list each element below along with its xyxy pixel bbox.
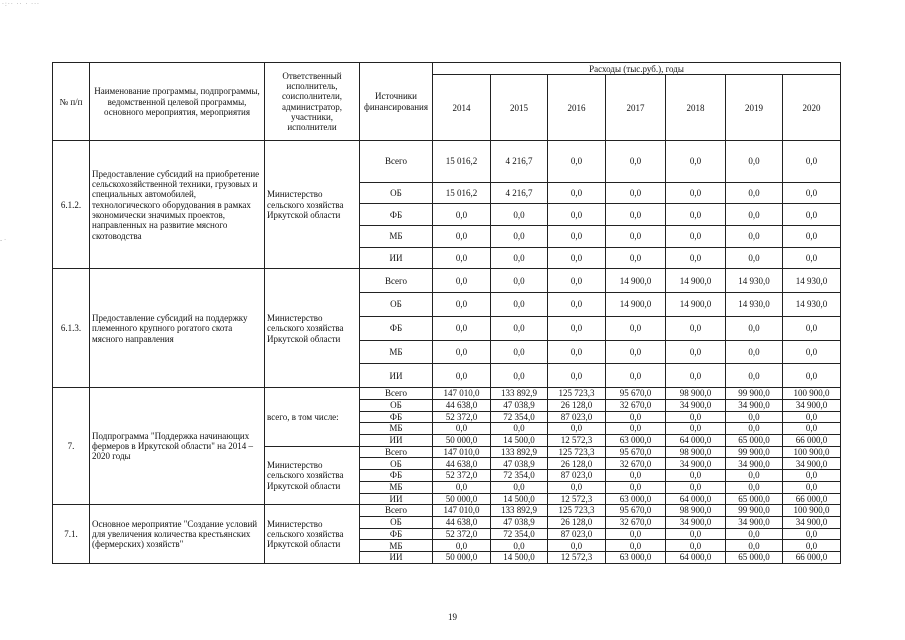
expense-value: 125 723,3: [548, 388, 606, 400]
expense-value: 0,0: [491, 364, 548, 388]
funding-source: ОБ: [360, 293, 433, 317]
funding-source: ИИ: [360, 247, 433, 269]
funding-source: Всего: [360, 505, 433, 517]
expense-value: 34 900,0: [783, 458, 841, 470]
expense-value: 95 670,0: [606, 388, 666, 400]
expense-value: 64 000,0: [666, 435, 726, 447]
expense-value: 0,0: [666, 340, 726, 364]
expense-value: 0,0: [491, 204, 548, 226]
expense-value: 63 000,0: [606, 552, 666, 564]
expense-value: 63 000,0: [606, 435, 666, 447]
expense-value: 0,0: [606, 528, 666, 540]
expense-value: 14 500,0: [491, 552, 548, 564]
funding-source: ФБ: [360, 316, 433, 340]
expense-value: 125 723,3: [548, 446, 606, 458]
expense-value: 0,0: [548, 293, 606, 317]
funding-source: Всего: [360, 141, 433, 182]
header-name: Наименование программы, подпрограммы, ведомственной целевой программы, основного мероприятия, мероприятия: [90, 63, 265, 141]
expense-value: 34 900,0: [726, 458, 783, 470]
row-number: 7.: [53, 388, 90, 505]
funding-source: Всего: [360, 388, 433, 400]
expense-value: 0,0: [433, 269, 491, 293]
expense-value: 66 000,0: [783, 493, 841, 505]
expense-value: 14 900,0: [606, 293, 666, 317]
expense-value: 0,0: [783, 247, 841, 269]
expense-value: 133 892,9: [491, 505, 548, 517]
expense-value: 0,0: [433, 364, 491, 388]
expense-value: 50 000,0: [433, 435, 491, 447]
expense-value: 0,0: [783, 528, 841, 540]
expense-value: 47 038,9: [491, 399, 548, 411]
expense-value: 34 900,0: [726, 399, 783, 411]
expense-value: 34 900,0: [666, 399, 726, 411]
expense-value: 26 128,0: [548, 399, 606, 411]
expense-value: 99 900,0: [726, 446, 783, 458]
expense-value: 44 638,0: [433, 516, 491, 528]
expense-value: 0,0: [666, 528, 726, 540]
table-row: [53, 269, 841, 293]
expense-value: 0,0: [726, 470, 783, 482]
expense-value: 0,0: [548, 269, 606, 293]
program-name: Предоставление субсидий на поддержку племенного крупного рогатого скота мясного направления: [90, 269, 265, 388]
budget-table: [52, 62, 841, 564]
expense-value: 95 670,0: [606, 446, 666, 458]
expense-value: 4 216,7: [491, 182, 548, 204]
expense-value: 14 900,0: [606, 269, 666, 293]
expense-value: 0,0: [726, 204, 783, 226]
expense-value: 0,0: [433, 423, 491, 435]
expense-value: 0,0: [726, 182, 783, 204]
funding-source: Всего: [360, 269, 433, 293]
expense-value: 100 900,0: [783, 505, 841, 517]
funding-source: ОБ: [360, 516, 433, 528]
expense-value: 0,0: [548, 540, 606, 552]
expense-value: 0,0: [666, 481, 726, 493]
expense-value: 0,0: [491, 423, 548, 435]
expense-value: 87 023,0: [548, 528, 606, 540]
row-number: 6.1.2.: [53, 141, 90, 269]
expense-value: 0,0: [548, 316, 606, 340]
funding-source: ОБ: [360, 458, 433, 470]
expense-value: 14 930,0: [726, 269, 783, 293]
expense-value: 0,0: [606, 204, 666, 226]
expense-value: 87 023,0: [548, 470, 606, 482]
funding-source: ИИ: [360, 493, 433, 505]
expense-value: 0,0: [726, 481, 783, 493]
header-num: № п/п: [53, 63, 90, 141]
expense-value: 44 638,0: [433, 458, 491, 470]
expense-value: 52 372,0: [433, 528, 491, 540]
expense-value: 0,0: [606, 481, 666, 493]
expense-value: 98 900,0: [666, 505, 726, 517]
expense-value: 100 900,0: [783, 388, 841, 400]
expense-value: 0,0: [433, 316, 491, 340]
expense-value: 32 670,0: [606, 516, 666, 528]
expense-value: 0,0: [783, 470, 841, 482]
expense-value: 0,0: [606, 470, 666, 482]
responsible-executor: всего, в том числе:: [265, 388, 360, 447]
expense-value: 65 000,0: [726, 552, 783, 564]
expense-value: 0,0: [783, 182, 841, 204]
expense-value: 147 010,0: [433, 446, 491, 458]
expense-value: 14 900,0: [666, 293, 726, 317]
responsible-executor: Министерство сельского хозяйства Иркутской области: [265, 505, 360, 564]
margin-artifact: - ·: [0, 237, 6, 244]
expense-value: 0,0: [666, 316, 726, 340]
responsible-executor: Министерство сельского хозяйства Иркутской области: [265, 141, 360, 269]
expense-value: 14 930,0: [726, 293, 783, 317]
expense-value: 0,0: [726, 528, 783, 540]
program-name: Основное мероприятие "Создание условий для увеличения количества крестьянских (фермерских) хозяйств": [90, 505, 265, 564]
header-responsible: Ответственный исполнитель, соисполнители, администратор, участники, исполнители: [265, 63, 360, 141]
expense-value: 0,0: [666, 182, 726, 204]
header-sources: Источники финансирования: [360, 63, 433, 141]
expense-value: 26 128,0: [548, 458, 606, 470]
expense-value: 34 900,0: [666, 516, 726, 528]
table-row: [53, 505, 841, 517]
expense-value: 0,0: [548, 182, 606, 204]
expense-value: 34 900,0: [783, 516, 841, 528]
expense-value: 0,0: [666, 364, 726, 388]
program-name: Подпрограмма "Поддержка начинающих фермеров в Иркутской области" на 2014 – 2020 годы: [90, 388, 265, 505]
expense-value: 0,0: [606, 226, 666, 248]
expense-value: 72 354,0: [491, 470, 548, 482]
expense-value: 14 900,0: [666, 269, 726, 293]
expense-value: 0,0: [726, 423, 783, 435]
expense-value: 147 010,0: [433, 388, 491, 400]
expense-value: 0,0: [606, 364, 666, 388]
table-row: [53, 388, 841, 400]
funding-source: МБ: [360, 423, 433, 435]
header-year: 2018: [666, 75, 726, 141]
expense-value: 14 930,0: [783, 293, 841, 317]
expense-value: 66 000,0: [783, 435, 841, 447]
responsible-executor: Министерство сельского хозяйства Иркутской области: [265, 269, 360, 388]
expense-value: 0,0: [491, 340, 548, 364]
expense-value: 72 354,0: [491, 411, 548, 423]
expense-value: 147 010,0: [433, 505, 491, 517]
expense-value: 0,0: [726, 226, 783, 248]
expense-value: 0,0: [726, 340, 783, 364]
expense-value: 0,0: [666, 247, 726, 269]
header-year: 2014: [433, 75, 491, 141]
expense-value: 15 016,2: [433, 141, 491, 182]
expense-value: 99 900,0: [726, 505, 783, 517]
expense-value: 0,0: [606, 540, 666, 552]
expense-value: 52 372,0: [433, 411, 491, 423]
expense-value: 0,0: [726, 316, 783, 340]
expense-value: 50 000,0: [433, 493, 491, 505]
expense-value: 4 216,7: [491, 141, 548, 182]
expense-value: 0,0: [491, 481, 548, 493]
expense-value: 44 638,0: [433, 399, 491, 411]
expense-value: 0,0: [491, 540, 548, 552]
expense-value: 0,0: [548, 481, 606, 493]
responsible-executor: Министерство сельского хозяйства Иркутской области: [265, 446, 360, 505]
expense-value: 14 500,0: [491, 493, 548, 505]
funding-source: МБ: [360, 226, 433, 248]
expense-value: 0,0: [606, 423, 666, 435]
expense-value: 0,0: [433, 204, 491, 226]
expense-value: 98 900,0: [666, 388, 726, 400]
expense-value: 133 892,9: [491, 388, 548, 400]
expense-value: 125 723,3: [548, 505, 606, 517]
funding-source: ФБ: [360, 204, 433, 226]
expense-value: 50 000,0: [433, 552, 491, 564]
expense-value: 52 372,0: [433, 470, 491, 482]
expense-value: 99 900,0: [726, 388, 783, 400]
expense-value: 65 000,0: [726, 493, 783, 505]
expense-value: 95 670,0: [606, 505, 666, 517]
header-year: 2015: [491, 75, 548, 141]
funding-source: ФБ: [360, 411, 433, 423]
expense-value: 0,0: [783, 423, 841, 435]
expense-value: 0,0: [548, 226, 606, 248]
funding-source: ФБ: [360, 528, 433, 540]
expense-value: 34 900,0: [726, 516, 783, 528]
funding-source: Всего: [360, 446, 433, 458]
expense-value: 0,0: [491, 247, 548, 269]
expense-value: 0,0: [783, 411, 841, 423]
expense-value: 0,0: [606, 316, 666, 340]
expense-value: 0,0: [666, 540, 726, 552]
expense-value: 0,0: [783, 540, 841, 552]
expense-value: 0,0: [491, 293, 548, 317]
expense-value: 14 930,0: [783, 269, 841, 293]
expense-value: 0,0: [548, 247, 606, 269]
funding-source: ФБ: [360, 470, 433, 482]
expense-value: 34 900,0: [783, 399, 841, 411]
expense-value: 32 670,0: [606, 458, 666, 470]
expense-value: 47 038,9: [491, 458, 548, 470]
expense-value: 0,0: [726, 540, 783, 552]
expense-value: 0,0: [433, 226, 491, 248]
expense-value: 0,0: [666, 204, 726, 226]
expense-value: 0,0: [433, 540, 491, 552]
funding-source: ИИ: [360, 364, 433, 388]
expense-value: 98 900,0: [666, 446, 726, 458]
expense-value: 0,0: [433, 340, 491, 364]
expense-value: 32 670,0: [606, 399, 666, 411]
expense-value: 66 000,0: [783, 552, 841, 564]
page-number: 19: [448, 612, 457, 622]
expense-value: 12 572,3: [548, 493, 606, 505]
expense-value: 0,0: [548, 204, 606, 226]
expense-value: 0,0: [433, 293, 491, 317]
funding-source: МБ: [360, 340, 433, 364]
row-number: 6.1.3.: [53, 269, 90, 388]
row-number: 7.1.: [53, 505, 90, 564]
expense-value: 0,0: [666, 470, 726, 482]
expense-value: 0,0: [666, 141, 726, 182]
funding-source: МБ: [360, 540, 433, 552]
expense-value: 0,0: [606, 247, 666, 269]
header-expenses: Расходы (тыс.руб.), годы: [433, 63, 841, 75]
scan-artifact: ·:·· ·· · ···: [2, 1, 40, 8]
header-year: 2020: [783, 75, 841, 141]
expense-value: 0,0: [491, 316, 548, 340]
expense-value: 0,0: [548, 423, 606, 435]
expense-value: 0,0: [783, 141, 841, 182]
expense-value: 133 892,9: [491, 446, 548, 458]
expense-value: 0,0: [491, 226, 548, 248]
expense-value: 0,0: [606, 411, 666, 423]
expense-value: 64 000,0: [666, 552, 726, 564]
expense-value: 0,0: [666, 423, 726, 435]
expense-value: 15 016,2: [433, 182, 491, 204]
expense-value: 0,0: [783, 481, 841, 493]
funding-source: ОБ: [360, 182, 433, 204]
expense-value: 0,0: [433, 247, 491, 269]
expense-value: 65 000,0: [726, 435, 783, 447]
expense-value: 0,0: [606, 340, 666, 364]
funding-source: ИИ: [360, 435, 433, 447]
expense-value: 0,0: [606, 182, 666, 204]
expense-value: 0,0: [783, 226, 841, 248]
funding-source: МБ: [360, 481, 433, 493]
expense-value: 0,0: [606, 141, 666, 182]
expense-value: 0,0: [783, 204, 841, 226]
expense-value: 14 500,0: [491, 435, 548, 447]
expense-value: 0,0: [548, 141, 606, 182]
expense-value: 0,0: [491, 269, 548, 293]
expense-value: 0,0: [548, 340, 606, 364]
expense-value: 0,0: [726, 141, 783, 182]
expense-value: 0,0: [783, 316, 841, 340]
expense-value: 0,0: [783, 340, 841, 364]
funding-source: ОБ: [360, 399, 433, 411]
expense-value: 0,0: [726, 247, 783, 269]
expense-value: 12 572,3: [548, 435, 606, 447]
expense-value: 0,0: [783, 364, 841, 388]
expense-value: 87 023,0: [548, 411, 606, 423]
expense-value: 12 572,3: [548, 552, 606, 564]
expense-value: 0,0: [726, 364, 783, 388]
funding-source: ИИ: [360, 552, 433, 564]
expense-value: 0,0: [548, 364, 606, 388]
expense-value: 26 128,0: [548, 516, 606, 528]
expense-value: 0,0: [433, 481, 491, 493]
header-year: 2019: [726, 75, 783, 141]
header-year: 2017: [606, 75, 666, 141]
expense-value: 63 000,0: [606, 493, 666, 505]
expense-value: 72 354,0: [491, 528, 548, 540]
expense-value: 0,0: [726, 411, 783, 423]
table-row: [53, 141, 841, 182]
program-name: Предоставление субсидий на приобретение сельскохозяйственной техники, грузовых и специальных автомобилей, технологического оборудования в рамках экономически значимых проектов, направленных на развитие мясного скотоводства: [90, 141, 265, 269]
expense-value: 0,0: [666, 226, 726, 248]
expense-value: 64 000,0: [666, 493, 726, 505]
expense-value: 47 038,9: [491, 516, 548, 528]
expense-value: 0,0: [666, 411, 726, 423]
expense-value: 100 900,0: [783, 446, 841, 458]
header-year: 2016: [548, 75, 606, 141]
expense-value: 34 900,0: [666, 458, 726, 470]
